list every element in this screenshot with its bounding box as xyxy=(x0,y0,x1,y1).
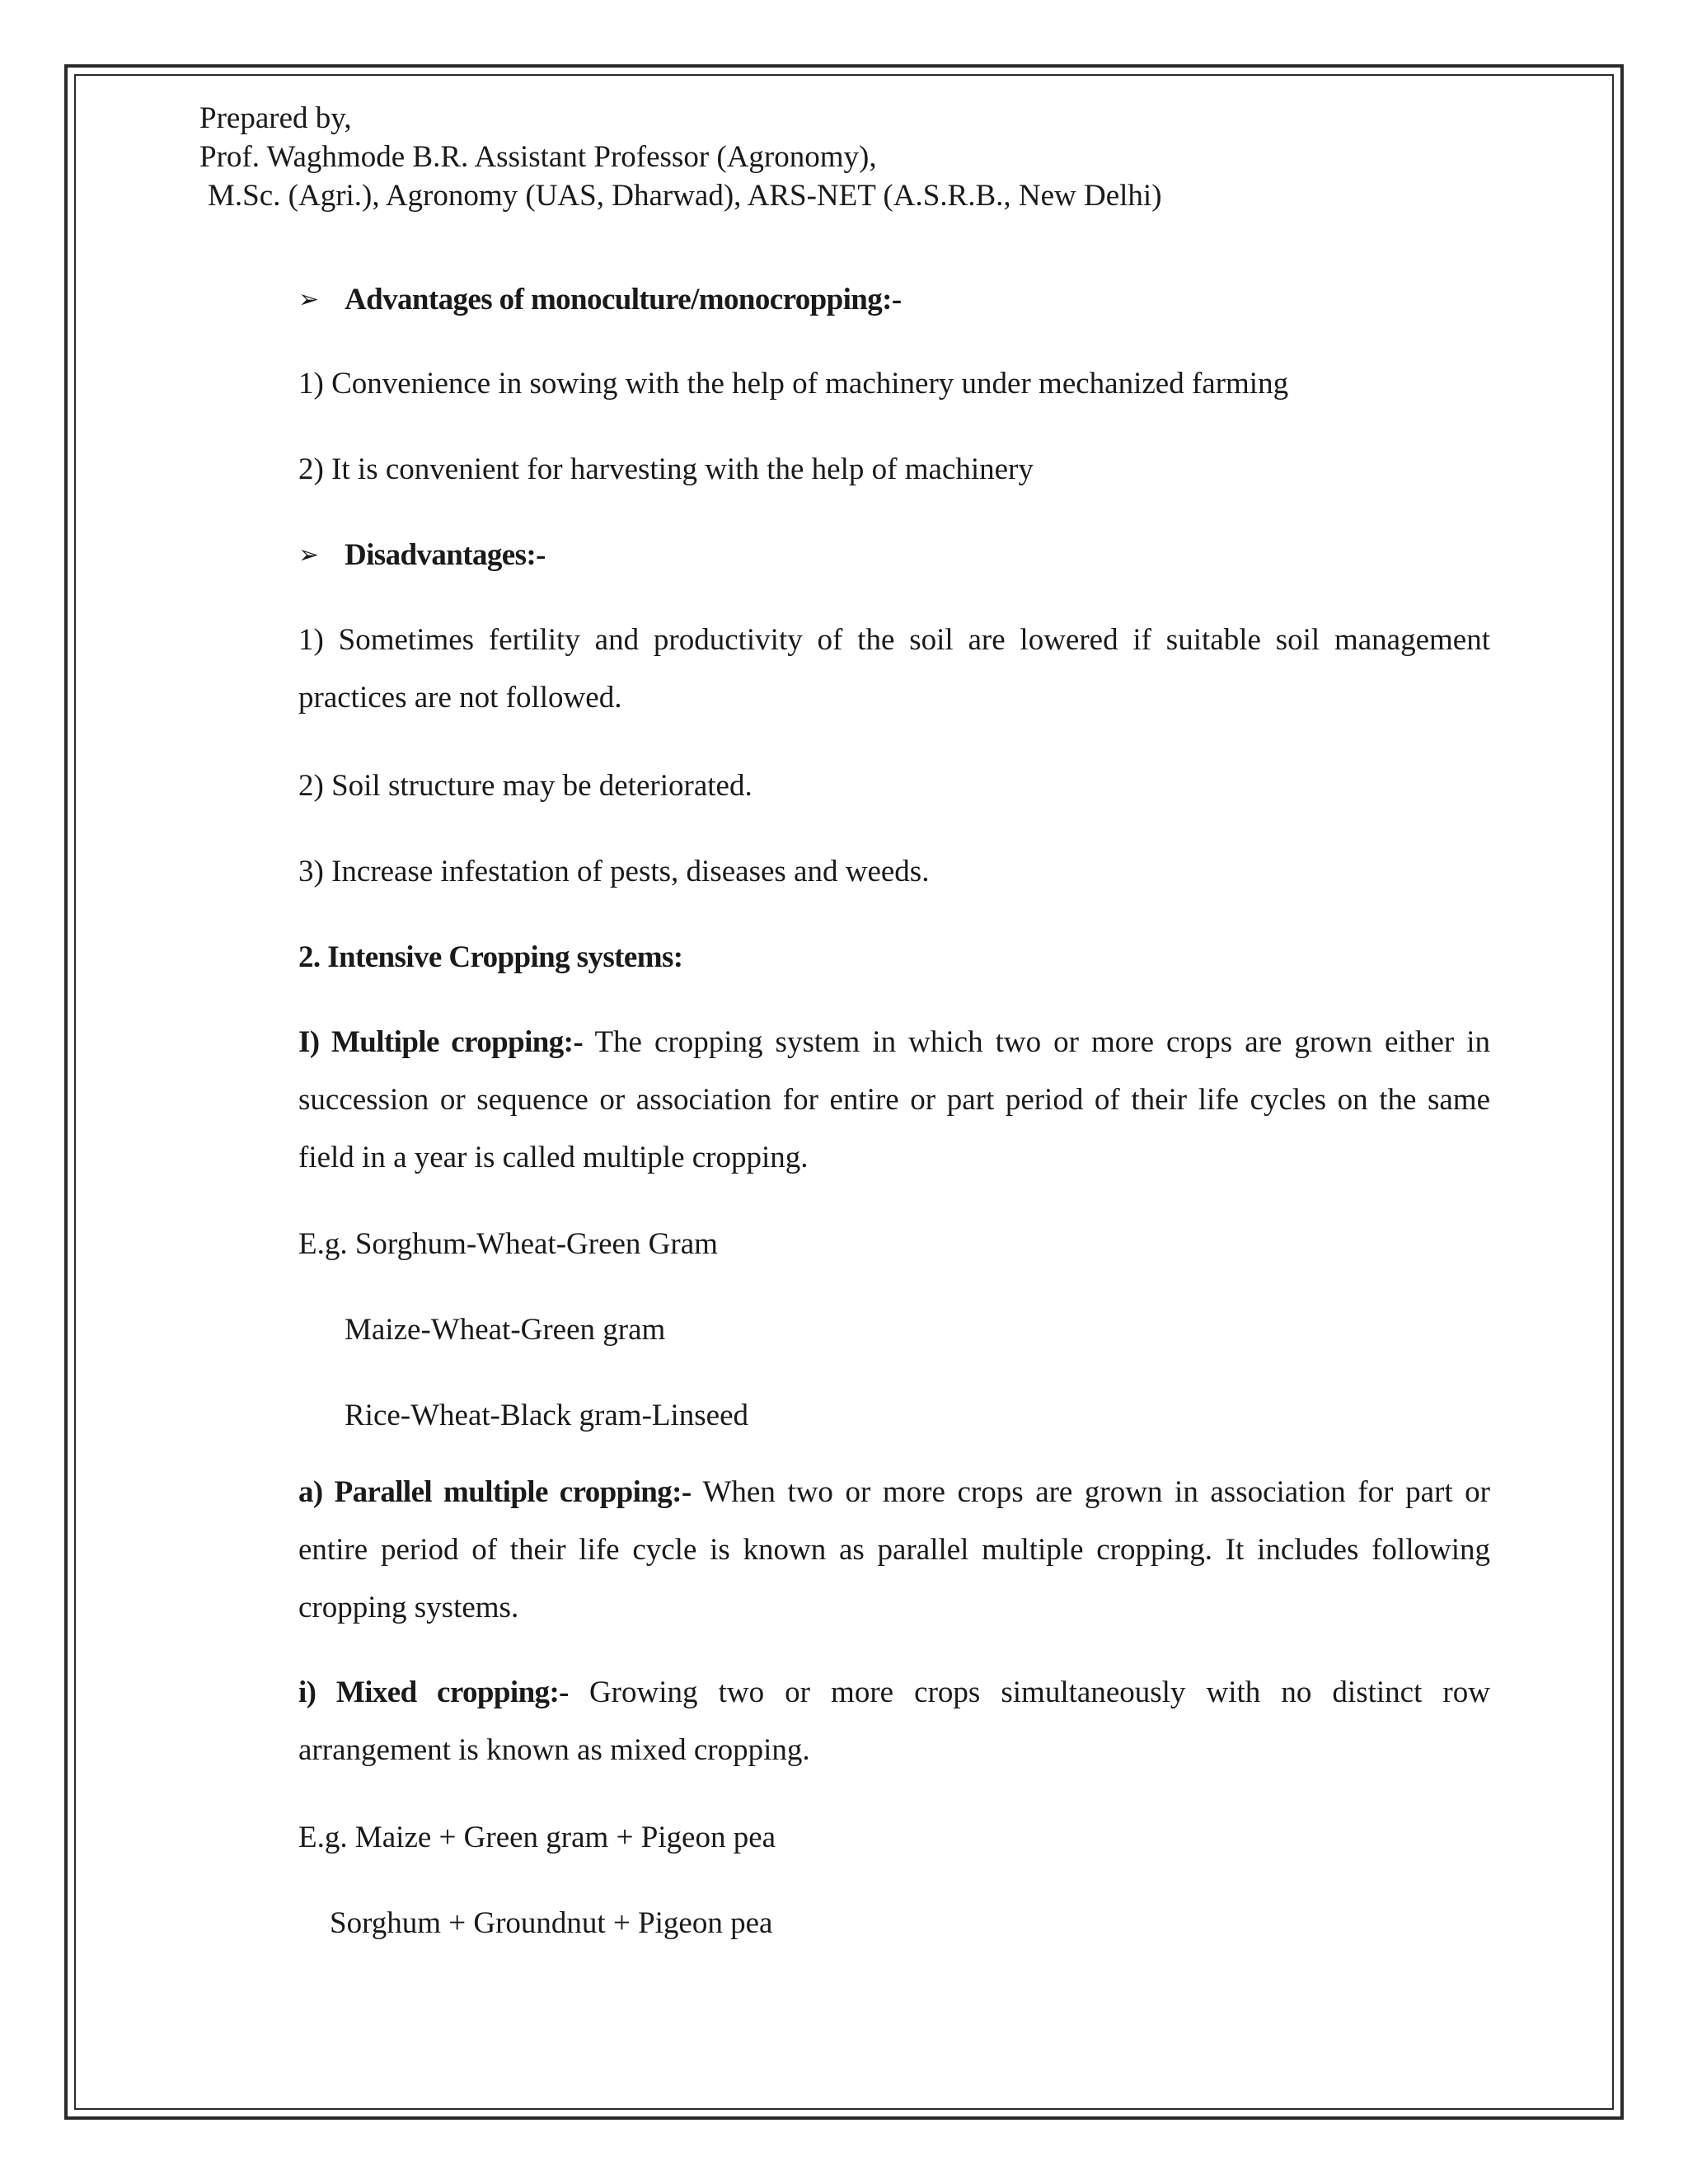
disadvantages-heading xyxy=(298,536,1490,574)
multiple-cropping-definition xyxy=(298,1014,1490,1187)
multiple-cropping-text: The cropping system in which two or more crops are grown either in succession or sequence or association for entire or part period of their life cycles on the same field in a year is called multiple cropping. xyxy=(298,1025,1491,1174)
author-header xyxy=(199,99,1162,215)
mixed-cropping-term: i) Mixed cropping:- xyxy=(298,1675,569,1709)
header-prepared-by: Prepared by, xyxy=(199,101,352,135)
intensive-cropping-heading: 2. Intensive Cropping systems: xyxy=(298,940,683,974)
advantage-item-1: 1) Convenience in sowing with the help of machinery under mechanized farming xyxy=(298,367,1289,401)
mixed-example-1: E.g. Maize + Green gram + Pigeon pea xyxy=(298,1821,776,1854)
advantages-heading xyxy=(298,280,1490,319)
advantage-item-2: 2) It is convenient for harvesting with the help of machinery xyxy=(298,452,1034,486)
multiple-example-1: E.g. Sorghum-Wheat-Green Gram xyxy=(298,1227,718,1261)
multiple-example-2: Maize-Wheat-Green gram xyxy=(345,1313,666,1347)
disadvantage-item-3: 3) Increase infestation of pests, diseases and weeds. xyxy=(298,855,930,888)
disadvantage-item-1: 1) Sometimes fertility and productivity of the soil are lowered if suitable soil management practices are not followed. xyxy=(298,623,1490,715)
mixed-cropping-definition xyxy=(298,1664,1490,1779)
disadvantages-heading-text: Disadvantages:- xyxy=(345,538,546,572)
advantages-heading-text: Advantages of monoculture/monocropping:- xyxy=(345,283,902,316)
disadvantage-item-2: 2) Soil structure may be deteriorated. xyxy=(298,769,753,803)
mixed-cropping-text: Growing two or more crops simultaneously with no distinct row arrangement is known as mixed cropping. xyxy=(298,1675,1490,1767)
parallel-cropping-term: a) Parallel multiple cropping:- xyxy=(298,1475,692,1509)
mixed-example-2: Sorghum + Groundnut + Pigeon pea xyxy=(330,1906,773,1940)
header-qualifications: M.Sc. (Agri.), Agronomy (UAS, Dharwad), ARS-NET (A.S.R.B., New Delhi) xyxy=(208,179,1162,213)
parallel-cropping-text: When two or more crops are grown in association for part or entire period of their life cycle is known as parallel multiple cropping. It includes following cropping systems. xyxy=(298,1475,1490,1624)
arrow-bullet-icon: ➢ xyxy=(298,541,319,569)
multiple-example-3: Rice-Wheat-Black gram-Linseed xyxy=(345,1399,749,1432)
multiple-cropping-term: I) Multiple cropping:- xyxy=(298,1025,584,1059)
header-author: Prof. Waghmode B.R. Assistant Professor (Agronomy), xyxy=(199,140,877,174)
parallel-cropping-definition xyxy=(298,1464,1490,1637)
arrow-bullet-icon: ➢ xyxy=(298,286,319,313)
